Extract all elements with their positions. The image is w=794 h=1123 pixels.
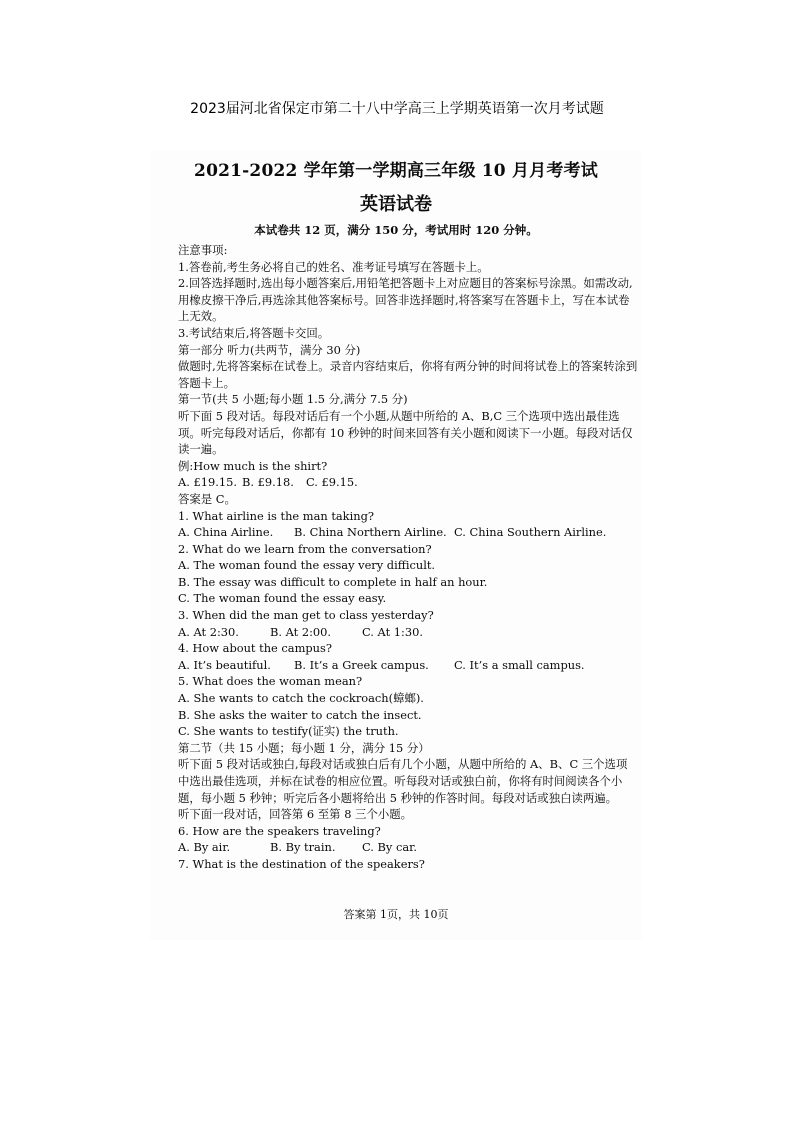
option-a: A. It’s beautiful. <box>178 657 271 672</box>
exam-title: 2021-2022 学年第一学期高三年级 10 月月考考试 <box>194 161 598 181</box>
question-5: 5. What does the woman mean? <box>178 674 363 689</box>
document-header: 2023届河北省保定市第二十八中学高三上学期英语第一次月考试题 <box>190 101 604 117</box>
question-4: 4. How about the campus? <box>178 641 332 656</box>
group-instruction: 听下面一段对话，回答第 6 至第 8 三个小题。 <box>178 807 413 822</box>
page-footer: 答案第 1页，共 10页 <box>343 908 449 921</box>
option-c: C. At 1:30. <box>362 624 423 639</box>
option-c: C. It’s a small campus. <box>454 657 585 672</box>
notice-heading: 注意事项: <box>178 243 228 257</box>
notice-item-2: 2.回答选择题时,选出每小题答案后,用铅笔把答题卡上对应题目的答案标号涂黑。如需改动,用橡皮擦干净后,再选涂其他答案标号。回答非选择题时,将答案写在答题卡上，写在本试卷上无效。 <box>178 276 633 324</box>
question-6-options <box>178 839 638 856</box>
option-a: A. By air. <box>178 840 231 855</box>
example-answer: 答案是 C。 <box>178 491 236 506</box>
example-question: 例:How much is the shirt? <box>178 458 328 473</box>
question-2: 2. What do we learn from the conversation? <box>178 541 432 556</box>
option-c: C. The woman found the essay easy. <box>178 591 387 606</box>
section1-instruction: 听下面 5 段对话。每段对话后有一个小题,从题中所给的 A、B,C 三个选项中选出最佳选项。听完每段对话后，你都有 10 秒钟的时间来回答有关小题和阅读下一小题。每段对话仅读一遍。 <box>178 408 633 457</box>
question-4-options <box>178 657 638 674</box>
option-b: B. By train. <box>270 840 336 855</box>
option-b: B. China Northern Airline. <box>294 525 447 540</box>
scanned-exam-page <box>150 150 642 940</box>
section2-instruction: 听下面 5 段对话或独白,每段对话或独白后有几个小题，从题中所给的 A、B、C 三个选项中选出最佳选项，并标在试卷的相应位置。听每段对话或独白前，你将有时间阅读各个小题，每小题 5 秒钟；听完后各小题将给出 5 秒钟的作答时间。每段对话或独白读两遍。 <box>178 757 628 805</box>
question-6: 6. How are the speakers traveling? <box>178 823 381 838</box>
option-a: A. The woman found the essay very difficult. <box>178 558 436 573</box>
exam-subtitle: 英语试卷 <box>360 194 432 215</box>
option-c: C. She wants to testify(证实) the truth. <box>178 724 399 739</box>
option-b: B. The essay was difficult to complete in half an hour. <box>178 574 488 589</box>
exam-info: 本试卷共 12 页，满分 150 分，考试用时 120 分钟。 <box>254 223 538 237</box>
section1-heading: 第一节(共 5 小题;每小题 1.5 分,满分 7.5 分) <box>178 392 408 407</box>
option-b: B. It’s a Greek campus. <box>294 657 429 672</box>
option-c: C. China Southern Airline. <box>454 525 607 540</box>
option-b: B. She asks the waiter to catch the insect. <box>178 707 422 722</box>
option-a: A. At 2:30. <box>178 624 239 639</box>
option-a: A. China Airline. <box>178 525 274 540</box>
option-c: C. By car. <box>362 840 417 855</box>
example-option-b: B. £9.18. <box>242 475 294 490</box>
question-7: 7. What is the destination of the speakers? <box>178 856 425 871</box>
part1-heading: 第一部分 听力(共两节，满分 30 分) <box>178 342 361 357</box>
example-option-a: A. £19.15. <box>178 475 237 490</box>
question-1: 1. What airline is the man taking? <box>178 508 374 523</box>
notice-item-3: 3.考试结束后,将答题卡交回。 <box>178 325 330 340</box>
option-b: B. At 2:00. <box>270 624 332 639</box>
exam-body <box>178 242 638 873</box>
notice-item-1: 1.答卷前,考生务必将自己的姓名、准考证号填写在答题卡上。 <box>178 259 489 274</box>
question-3: 3. When did the man get to class yesterday? <box>178 608 434 623</box>
option-a: A. She wants to catch the cockroach(蟑螂). <box>178 691 424 706</box>
example-option-c: C. £9.15. <box>306 475 358 490</box>
question-3-options <box>178 624 638 641</box>
part1-instruction: 做题时,先将答案标在试卷上。录音内容结束后，你将有两分钟的时间将试卷上的答案转涂到答题卡上。 <box>178 359 638 390</box>
section2-heading: 第二节（共 15 小题；每小题 1 分，满分 15 分） <box>178 740 430 755</box>
example-options <box>178 474 638 491</box>
question-1-options <box>178 524 638 541</box>
